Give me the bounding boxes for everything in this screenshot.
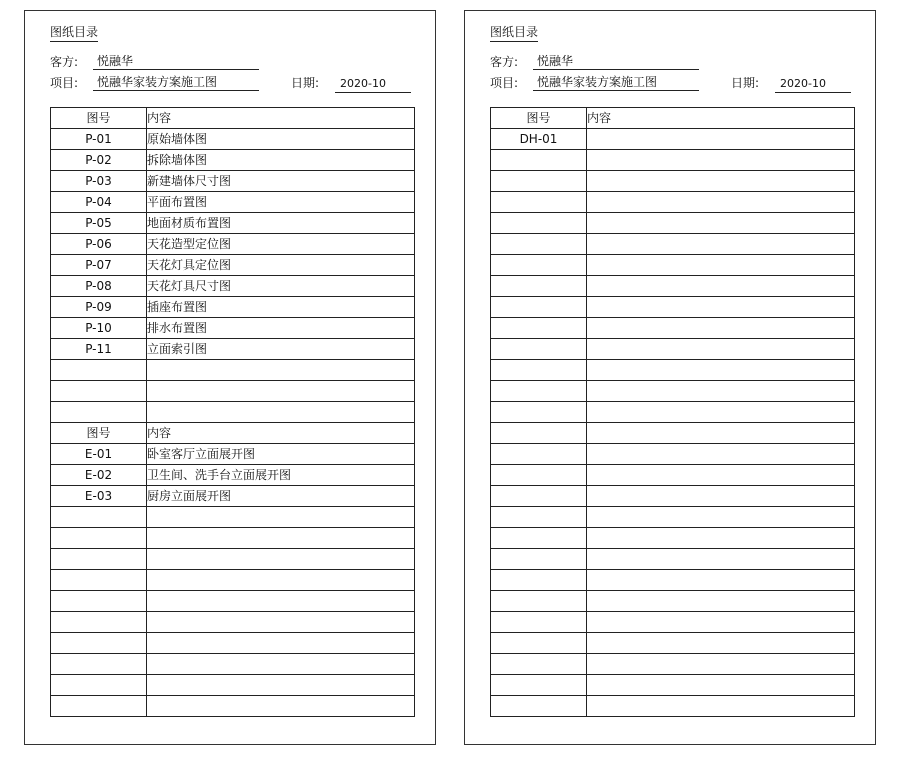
- table-row: [51, 486, 415, 507]
- project-label: 项目:: [50, 76, 79, 90]
- drawing-number-cell: [51, 528, 147, 549]
- table-row: [51, 528, 415, 549]
- table-row: [491, 129, 855, 150]
- drawing-content-cell: [147, 549, 415, 570]
- drawing-content-cell: 天花灯具尺寸图: [147, 276, 415, 297]
- drawing-number-cell: [51, 633, 147, 654]
- drawing-number-cell: E-02: [51, 465, 147, 486]
- drawing-content-cell: [147, 570, 415, 591]
- drawing-content-cell: [587, 402, 855, 423]
- drawing-content-cell: [147, 381, 415, 402]
- table-row: [51, 654, 415, 675]
- table-row: [491, 654, 855, 675]
- table-row: [491, 360, 855, 381]
- table-row: [491, 612, 855, 633]
- table-row: [51, 192, 415, 213]
- drawing-number-cell: [51, 360, 147, 381]
- drawing-content-cell: [587, 255, 855, 276]
- drawing-content-cell: [147, 633, 415, 654]
- drawing-content-cell: [587, 570, 855, 591]
- drawing-content-cell: [147, 402, 415, 423]
- drawing-content-cell: [587, 381, 855, 402]
- table-row: [491, 108, 855, 129]
- drawing-number-cell: P-07: [51, 255, 147, 276]
- table-row: [491, 633, 855, 654]
- drawing-content-cell: [587, 591, 855, 612]
- table-row: [51, 591, 415, 612]
- table-row: [51, 381, 415, 402]
- drawing-number-cell: E-03: [51, 486, 147, 507]
- drawing-content-cell: 卧室客厅立面展开图: [147, 444, 415, 465]
- table-row: [51, 423, 415, 444]
- drawing-number-cell: [491, 381, 587, 402]
- table-row: [491, 255, 855, 276]
- table-row: [51, 276, 415, 297]
- table-row: [51, 465, 415, 486]
- drawing-content-cell: [587, 654, 855, 675]
- drawing-content-cell: 地面材质布置图: [147, 213, 415, 234]
- drawing-content-cell: [147, 528, 415, 549]
- table-row: [491, 171, 855, 192]
- sheet-title: 图纸目录: [490, 23, 538, 42]
- drawing-content-cell: 内容: [147, 423, 415, 444]
- drawing-content-cell: 内容: [147, 108, 415, 129]
- drawing-list-table: [490, 107, 855, 717]
- drawing-number-cell: [491, 528, 587, 549]
- drawing-number-cell: [491, 486, 587, 507]
- drawing-content-cell: [587, 129, 855, 150]
- drawing-content-cell: 原始墙体图: [147, 129, 415, 150]
- drawing-content-cell: [587, 234, 855, 255]
- drawing-content-cell: [587, 675, 855, 696]
- drawing-number-cell: [491, 297, 587, 318]
- drawing-content-cell: 平面布置图: [147, 192, 415, 213]
- drawing-number-cell: [491, 171, 587, 192]
- drawing-content-cell: [587, 360, 855, 381]
- drawing-number-cell: [51, 381, 147, 402]
- table-row: [51, 402, 415, 423]
- table-row: [51, 507, 415, 528]
- table-row: [491, 276, 855, 297]
- drawing-number-cell: [51, 696, 147, 717]
- drawing-number-cell: [491, 276, 587, 297]
- drawing-content-cell: [587, 633, 855, 654]
- drawing-content-cell: [587, 297, 855, 318]
- drawing-content-cell: [587, 528, 855, 549]
- table-row: [491, 402, 855, 423]
- drawing-number-cell: [491, 402, 587, 423]
- drawing-number-cell: [51, 675, 147, 696]
- drawing-content-cell: [587, 318, 855, 339]
- table-row: [491, 570, 855, 591]
- table-row: [491, 675, 855, 696]
- table-row: [491, 150, 855, 171]
- drawing-content-cell: [587, 444, 855, 465]
- drawing-index-sheet-right: [464, 10, 876, 745]
- table-row: [491, 486, 855, 507]
- drawing-content-cell: [147, 675, 415, 696]
- drawing-content-cell: [587, 486, 855, 507]
- drawing-content-cell: 插座布置图: [147, 297, 415, 318]
- drawing-number-cell: [491, 339, 587, 360]
- drawing-content-cell: [587, 507, 855, 528]
- drawing-index-sheet-left: [24, 10, 436, 745]
- table-row: [51, 633, 415, 654]
- drawing-content-cell: [587, 696, 855, 717]
- table-row: [491, 507, 855, 528]
- drawing-number-cell: [51, 591, 147, 612]
- drawing-content-cell: [147, 654, 415, 675]
- drawing-number-cell: [491, 234, 587, 255]
- table-row: [491, 339, 855, 360]
- drawing-number-cell: [491, 213, 587, 234]
- drawing-number-cell: [491, 318, 587, 339]
- drawing-number-cell: [491, 255, 587, 276]
- drawing-content-cell: [147, 696, 415, 717]
- table-row: [491, 528, 855, 549]
- drawing-number-cell: P-05: [51, 213, 147, 234]
- table-row: [51, 696, 415, 717]
- drawing-number-cell: P-06: [51, 234, 147, 255]
- drawing-content-cell: [587, 549, 855, 570]
- drawing-number-cell: [51, 570, 147, 591]
- drawing-number-cell: P-01: [51, 129, 147, 150]
- table-row: [491, 213, 855, 234]
- drawing-content-cell: 拆除墙体图: [147, 150, 415, 171]
- table-row: [51, 255, 415, 276]
- drawing-number-cell: [491, 360, 587, 381]
- table-row: [51, 234, 415, 255]
- table-row: [491, 297, 855, 318]
- table-row: [51, 549, 415, 570]
- drawing-number-cell: [491, 549, 587, 570]
- drawing-content-cell: 天花灯具定位图: [147, 255, 415, 276]
- table-row: [51, 150, 415, 171]
- drawing-content-cell: 卫生间、洗手台立面展开图: [147, 465, 415, 486]
- drawing-number-cell: 图号: [51, 423, 147, 444]
- drawing-number-cell: [491, 591, 587, 612]
- table-row: [491, 591, 855, 612]
- table-row: [51, 444, 415, 465]
- drawing-content-cell: 天花造型定位图: [147, 234, 415, 255]
- table-row: [491, 465, 855, 486]
- drawing-content-cell: 厨房立面展开图: [147, 486, 415, 507]
- drawing-number-cell: P-04: [51, 192, 147, 213]
- drawing-number-cell: P-09: [51, 297, 147, 318]
- table-row: [51, 129, 415, 150]
- drawing-content-cell: [587, 213, 855, 234]
- drawing-number-cell: [491, 507, 587, 528]
- drawing-content-cell: [587, 612, 855, 633]
- drawing-number-cell: E-01: [51, 444, 147, 465]
- date-value: 2020-10: [335, 76, 411, 93]
- date-label: 日期:: [291, 76, 320, 90]
- drawing-content-cell: [587, 150, 855, 171]
- drawing-number-cell: P-08: [51, 276, 147, 297]
- drawing-number-cell: [491, 444, 587, 465]
- project-value: 悦融华家装方案施工图: [533, 74, 699, 91]
- client-label: 客方:: [50, 55, 79, 69]
- table-row: [51, 171, 415, 192]
- table-row: [51, 318, 415, 339]
- drawing-number-cell: [491, 675, 587, 696]
- drawing-number-cell: [51, 507, 147, 528]
- client-value: 悦融华: [93, 53, 259, 70]
- drawing-number-cell: 图号: [491, 108, 587, 129]
- table-row: [51, 297, 415, 318]
- sheet-title: 图纸目录: [50, 23, 98, 42]
- drawing-content-cell: [587, 276, 855, 297]
- drawing-content-cell: [147, 360, 415, 381]
- table-row: [51, 570, 415, 591]
- table-row: [51, 213, 415, 234]
- drawing-number-cell: P-02: [51, 150, 147, 171]
- drawing-content-cell: [147, 591, 415, 612]
- drawing-number-cell: [491, 570, 587, 591]
- drawing-number-cell: P-10: [51, 318, 147, 339]
- drawing-number-cell: [491, 612, 587, 633]
- table-row: [51, 675, 415, 696]
- drawing-number-cell: [51, 549, 147, 570]
- drawing-content-cell: [587, 465, 855, 486]
- table-row: [491, 444, 855, 465]
- table-row: [51, 339, 415, 360]
- drawing-number-cell: [491, 423, 587, 444]
- drawing-content-cell: [587, 339, 855, 360]
- drawing-content-cell: [147, 507, 415, 528]
- drawing-number-cell: [51, 654, 147, 675]
- drawing-number-cell: [491, 192, 587, 213]
- drawing-list-table: [50, 107, 415, 717]
- drawing-number-cell: DH-01: [491, 129, 587, 150]
- table-row: [491, 381, 855, 402]
- table-row: [51, 108, 415, 129]
- drawing-content-cell: [587, 192, 855, 213]
- drawing-number-cell: P-03: [51, 171, 147, 192]
- table-row: [491, 192, 855, 213]
- drawing-number-cell: 图号: [51, 108, 147, 129]
- drawing-number-cell: [491, 150, 587, 171]
- table-row: [491, 318, 855, 339]
- drawing-content-cell: 立面索引图: [147, 339, 415, 360]
- table-row: [51, 360, 415, 381]
- table-row: [491, 696, 855, 717]
- project-label: 项目:: [490, 76, 519, 90]
- drawing-content-cell: [587, 171, 855, 192]
- drawing-content-cell: 排水布置图: [147, 318, 415, 339]
- table-row: [491, 549, 855, 570]
- drawing-number-cell: [491, 654, 587, 675]
- drawing-content-cell: 新建墙体尺寸图: [147, 171, 415, 192]
- table-row: [491, 423, 855, 444]
- drawing-number-cell: [491, 465, 587, 486]
- drawing-content-cell: [587, 423, 855, 444]
- project-value: 悦融华家装方案施工图: [93, 74, 259, 91]
- table-row: [491, 234, 855, 255]
- drawing-number-cell: [491, 633, 587, 654]
- drawing-number-cell: [51, 402, 147, 423]
- date-label: 日期:: [731, 76, 760, 90]
- drawing-content-cell: 内容: [587, 108, 855, 129]
- client-label: 客方:: [490, 55, 519, 69]
- drawing-content-cell: [147, 612, 415, 633]
- drawing-number-cell: [491, 696, 587, 717]
- date-value: 2020-10: [775, 76, 851, 93]
- drawing-number-cell: [51, 612, 147, 633]
- client-value: 悦融华: [533, 53, 699, 70]
- drawing-number-cell: P-11: [51, 339, 147, 360]
- table-row: [51, 612, 415, 633]
